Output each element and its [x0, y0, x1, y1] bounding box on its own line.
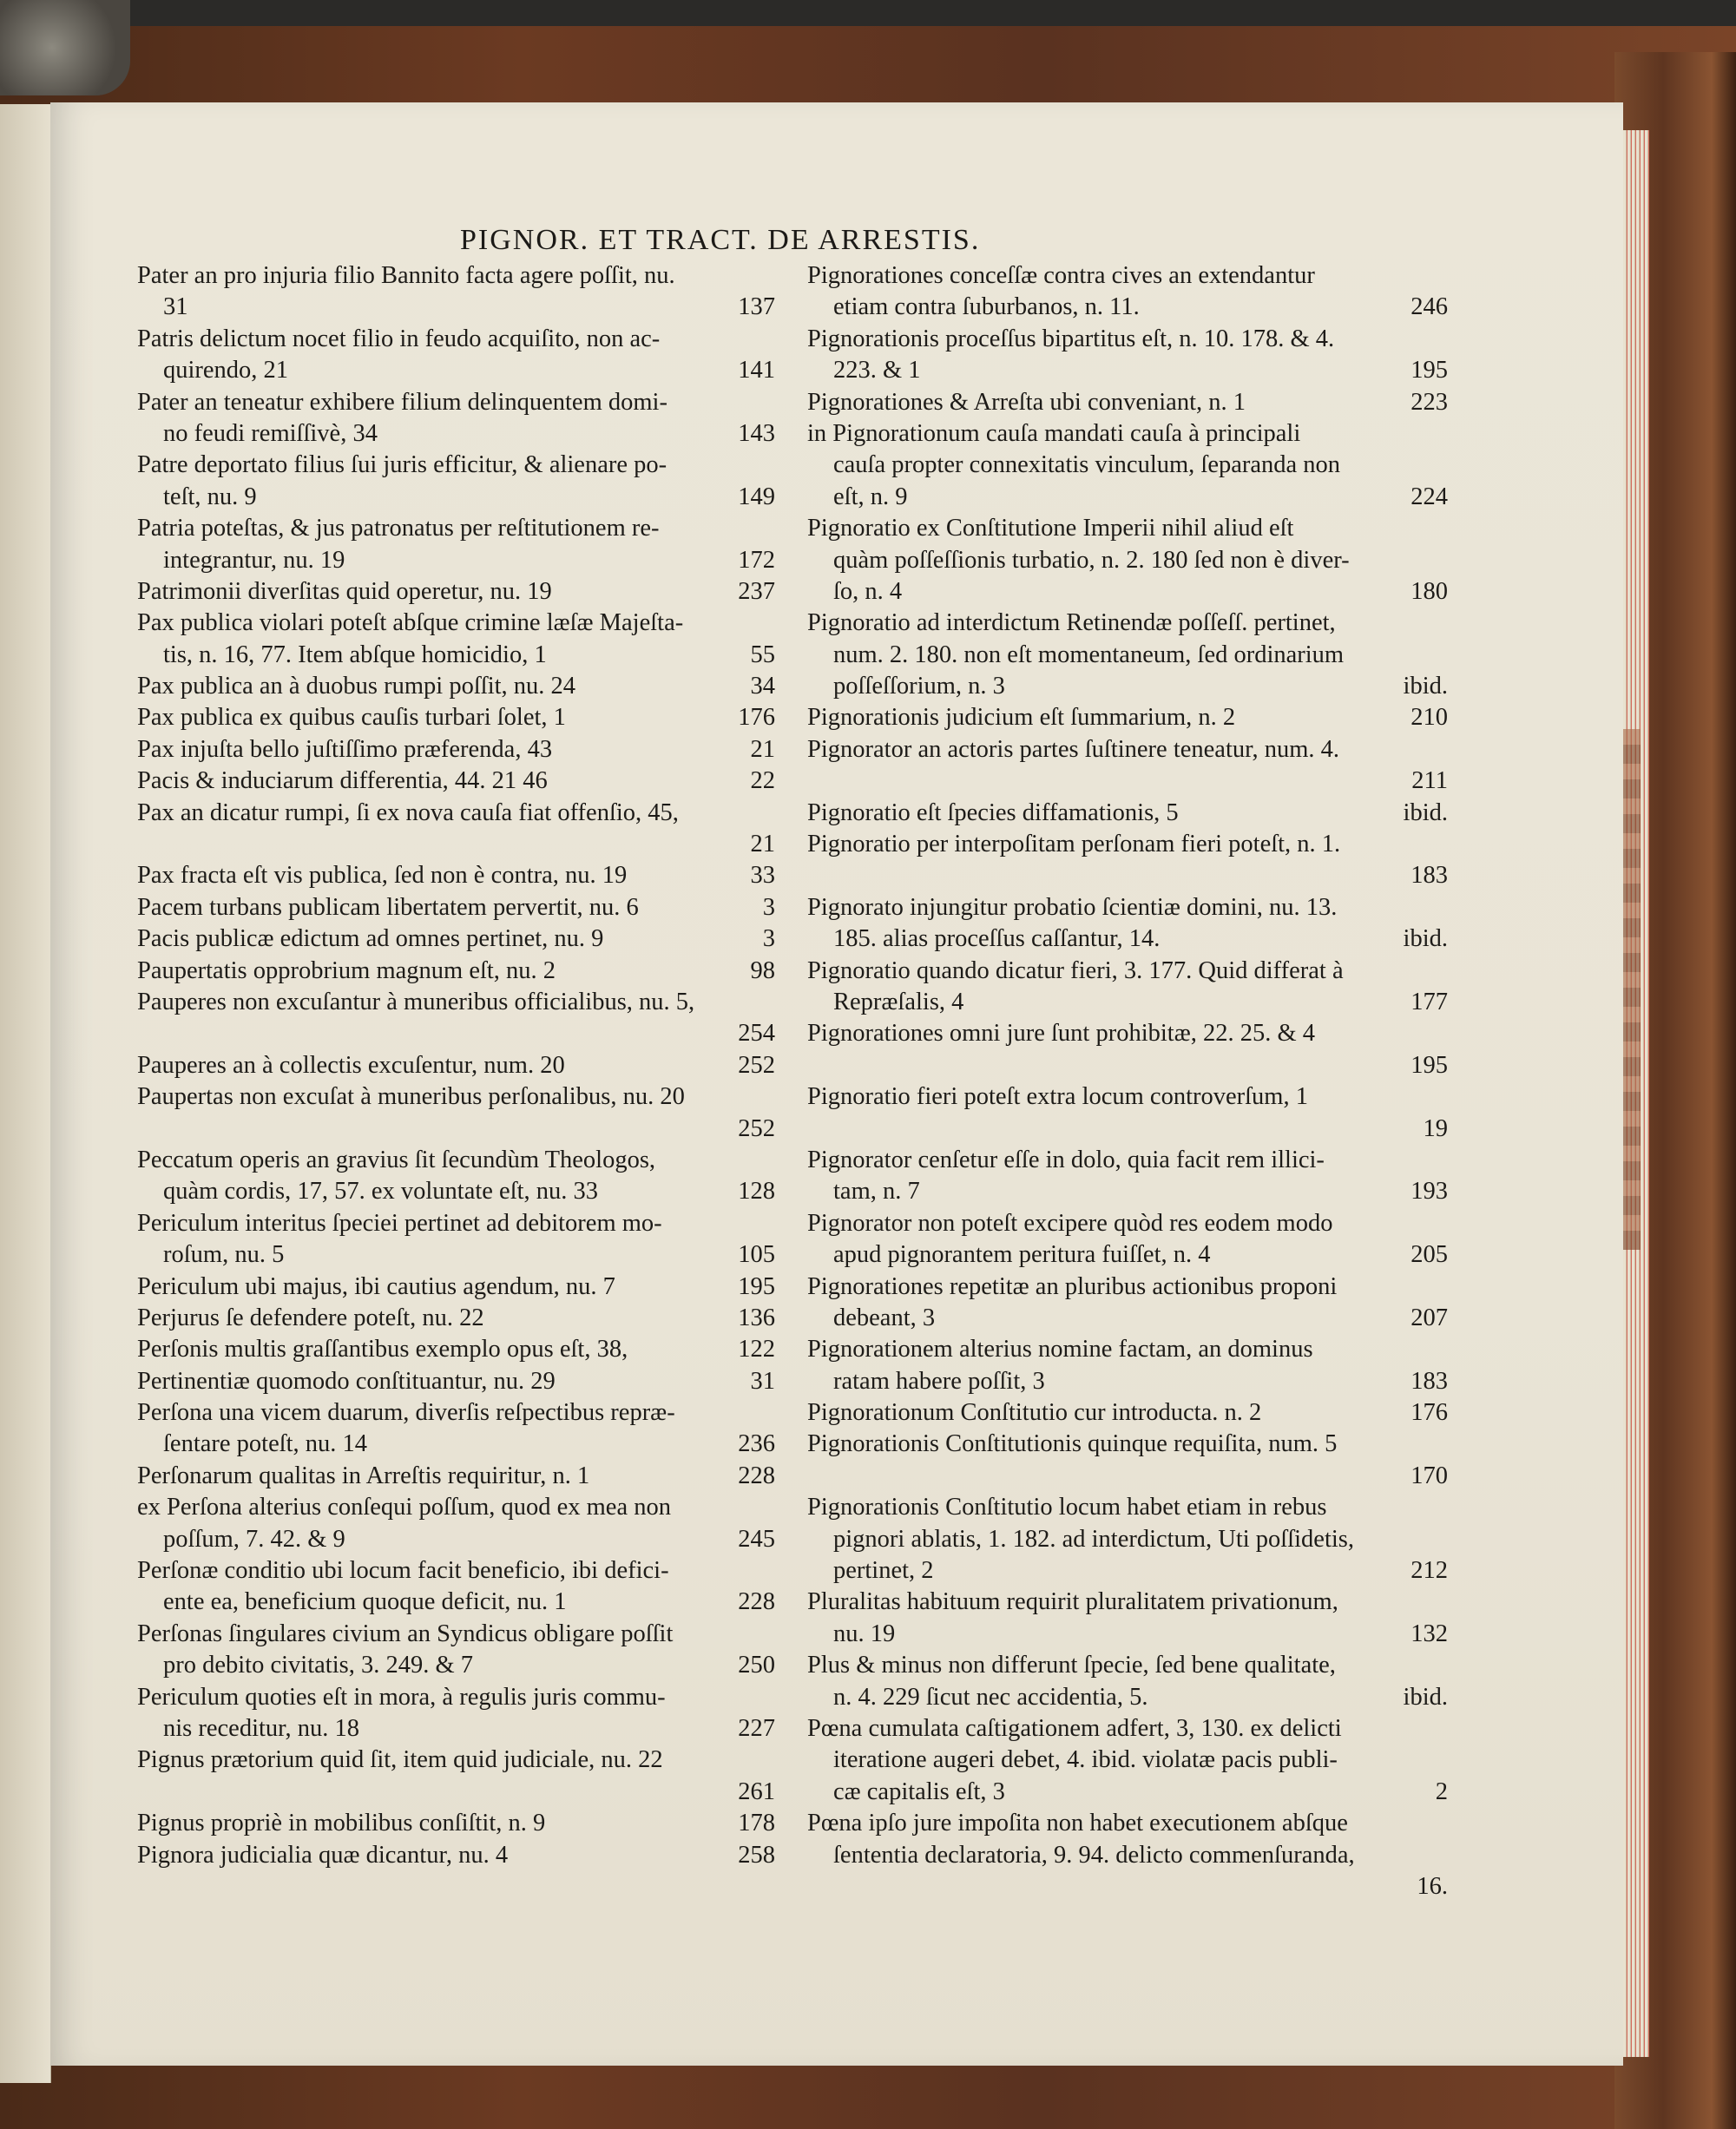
index-entry: [807, 798, 1448, 829]
index-entry-text: Pater an pro injuria filio Bannito facta agere poſſit, nu.: [137, 262, 675, 289]
index-entry-text: Pater an teneatur exhibere filium delinquentem domi-: [137, 388, 667, 416]
right-index-column: [807, 260, 1448, 1902]
index-entry-continuation: ente ea, beneficium quoque deficit, nu. 1: [163, 1588, 567, 1616]
index-entry: [137, 1492, 775, 1555]
index-entry-continuation: 223. & 1: [833, 357, 921, 384]
index-entry: [807, 1208, 1448, 1271]
page-number: 31: [750, 1367, 775, 1395]
index-entry: [807, 892, 1448, 956]
page-number: 172: [738, 546, 775, 574]
index-entry: [137, 513, 775, 576]
index-entry: [807, 324, 1448, 387]
index-entry: [137, 1145, 775, 1208]
page-number: 176: [1410, 1399, 1448, 1427]
index-entry-text: Periculum interitus ſpeciei pertinet ad debitorem mo-: [137, 1209, 662, 1237]
page-number: 149: [738, 483, 775, 510]
index-entry-text: Pignus prætorium quid ſit, item quid judiciale, nu. 22: [137, 1746, 663, 1774]
index-entry: [137, 956, 775, 987]
index-entry-text: Pignus propriè in mobilibus conſiſtit, n. 9: [137, 1810, 546, 1837]
index-entry-continuation: quàm poſſeſſionis turbatio, n. 2. 180 ſed non è diver-: [833, 546, 1350, 574]
index-entry-text: Pœna ipſo jure impoſita non habet executionem abſque: [807, 1810, 1348, 1837]
index-entry-continuation: quirendo, 21: [163, 357, 289, 384]
index-entry-text: Patrimonii diverſitas quid operetur, nu. 19: [137, 577, 552, 605]
page-number: 105: [738, 1241, 775, 1269]
index-entry-text: Pignorationis proceſſus bipartitus eſt, n. 10. 178. & 4.: [807, 325, 1335, 352]
page-number: 261: [738, 1777, 775, 1805]
index-entry-text: Pax publica violari poteſt abſque crimine læſæ Majeſta-: [137, 609, 684, 637]
index-entry: [137, 860, 775, 891]
page-number: 128: [738, 1178, 775, 1206]
index-entry-text: Pignoratio ad interdictum Retinendæ poſſeſſ. pertinet,: [807, 609, 1336, 637]
page-number: 178: [738, 1810, 775, 1837]
page-number: 250: [738, 1652, 775, 1679]
page-number: 177: [1410, 988, 1448, 1015]
index-entry-continuation: nu. 19: [833, 1620, 896, 1647]
index-entry: [137, 324, 775, 387]
page-number: ibid.: [1403, 1683, 1448, 1711]
page-number: 245: [738, 1525, 775, 1553]
index-entry-continuation: quàm cordis, 17, 57. ex voluntate eſt, nu. 33: [163, 1178, 599, 1206]
index-entry: [807, 734, 1448, 798]
index-entry: [807, 1081, 1448, 1145]
index-entry: [137, 1840, 775, 1871]
index-entry-text: Pacis & induciarum differentia, 44. 21 46: [137, 767, 548, 795]
index-entry-text: Plus & minus non differunt ſpecie, ſed bene qualitate,: [807, 1652, 1336, 1679]
page-number: 228: [738, 1588, 775, 1616]
index-entry: [137, 923, 775, 955]
index-entry-text: Paupertatis opprobrium magnum eſt, nu. 2: [137, 956, 556, 984]
index-entry: [807, 1492, 1448, 1587]
book-clasp: [0, 0, 130, 95]
index-entry: [807, 1587, 1448, 1650]
page-number: 22: [750, 767, 775, 795]
index-entry: [137, 260, 775, 324]
index-entry-text: Paupertas non excuſat à muneribus perſonalibus, nu. 20: [137, 1083, 685, 1111]
index-entry: [137, 1303, 775, 1334]
index-entry: [137, 1808, 775, 1839]
index-entry: [807, 702, 1448, 733]
index-entry: [137, 1081, 775, 1145]
index-entry: [137, 1271, 775, 1303]
index-entry: [807, 1713, 1448, 1808]
page-number: 34: [750, 673, 775, 700]
index-entry-text: Pignorator cenſetur eſſe in dolo, quia facit rem illici-: [807, 1146, 1325, 1173]
index-entry-text: Perjurus ſe defendere poteſt, nu. 22: [137, 1304, 484, 1331]
page-number: 207: [1410, 1304, 1448, 1331]
page-header: PIGNOR. ET TRACT. DE ARRESTIS.: [460, 224, 981, 256]
page-number: 136: [738, 1304, 775, 1331]
page-number: 141: [738, 357, 775, 384]
page-number: 98: [750, 956, 775, 984]
page-number: 19: [1423, 1114, 1448, 1142]
index-entry-text: Pignorationis Conſtitutionis quinque requiſita, num. 5: [807, 1430, 1338, 1458]
index-entry: [137, 608, 775, 671]
index-entry: [137, 1208, 775, 1271]
index-entry: [807, 418, 1448, 513]
index-entry: [807, 1145, 1448, 1208]
index-entry-text: Peccatum operis an gravius ſit ſecundùm Theologos,: [137, 1146, 656, 1173]
index-entry-text: in Pignorationum cauſa mandati cauſa à principali: [807, 419, 1301, 447]
index-entry-text: Periculum ubi majus, ibi cautius agendum, nu. 7: [137, 1272, 615, 1300]
index-entry-text: Pignorationis Conſtitutio locum habet etiam in rebus: [807, 1494, 1327, 1521]
index-entry-continuation: pignori ablatis, 1. 182. ad interdictum, Uti poſſidetis,: [833, 1525, 1355, 1553]
index-entry-text: ex Perſona alterius conſequi poſſum, quod ex mea non: [137, 1494, 671, 1521]
index-entry-continuation: tam, n. 7: [833, 1178, 920, 1206]
page-number: 224: [1410, 483, 1448, 510]
index-entry-text: Perſonas ſingulares civium an Syndicus obligare poſſit: [137, 1620, 674, 1647]
page-number: 176: [738, 704, 775, 732]
index-entry-text: Perſonarum qualitas in Arreſtis requiritur, n. 1: [137, 1462, 590, 1489]
index-entry-text: Pignorationes & Arreſta ubi conveniant, n. 1: [807, 388, 1246, 416]
page-number: 3: [762, 893, 775, 921]
index-entry-text: Pignora judicialia quæ dicantur, nu. 4: [137, 1841, 509, 1869]
page-number: 195: [1410, 1051, 1448, 1079]
index-entry-text: Perſonis multis graſſantibus exemplo opus eſt, 38,: [137, 1336, 628, 1363]
index-entry-continuation: num. 2. 180. non eſt momentaneum, ſed ordinarium: [833, 641, 1345, 668]
index-entry-continuation: ratam habere poſſit, 3: [833, 1367, 1045, 1395]
index-entry-continuation: apud pignorantem peritura fuiſſet, n. 4: [833, 1241, 1211, 1269]
index-entry: [137, 387, 775, 450]
page-number: 237: [738, 577, 775, 605]
page-number: 183: [1410, 1367, 1448, 1395]
index-entry: [807, 513, 1448, 608]
index-entry-text: Pignoratio ex Conſtitutione Imperii nihil aliud eſt: [807, 515, 1294, 542]
page-number: 193: [1410, 1178, 1448, 1206]
page-number: 122: [738, 1336, 775, 1363]
page-number: 223: [1410, 388, 1448, 416]
page-number: 246: [1410, 293, 1448, 321]
page-number: 254: [738, 1020, 775, 1048]
facing-page-edge: [0, 104, 51, 2083]
index-entry: [807, 1271, 1448, 1335]
index-entry-continuation: no feudi remiſſivè, 34: [163, 419, 378, 447]
index-entry-text: Pignorato injungitur probatio ſcientiæ domini, nu. 13.: [807, 893, 1338, 921]
index-entry: [807, 1334, 1448, 1397]
index-entry-text: Pacem turbans publicam libertatem pervertit, nu. 6: [137, 893, 639, 921]
index-entry-continuation: debeant, 3: [833, 1304, 936, 1331]
index-entry-continuation: pertinet, 2: [833, 1557, 934, 1585]
page-number: 55: [750, 641, 775, 668]
index-entry: [137, 1397, 775, 1461]
page-number: 195: [738, 1272, 775, 1300]
index-entry-text: Pignoratio eſt ſpecies diffamationis, 5: [807, 798, 1179, 826]
index-entry: [137, 1619, 775, 1682]
page-number: 21: [750, 831, 775, 858]
index-entry-continuation: cæ capitalis eſt, 3: [833, 1777, 1005, 1805]
page-number: 132: [1410, 1620, 1448, 1647]
page-number: 137: [738, 293, 775, 321]
index-entry-text: Pax injuſta bello juſtiſſimo præferenda, 43: [137, 735, 553, 763]
index-entry: [137, 892, 775, 923]
index-entry-text: Pacis publicæ edictum ad omnes pertinet, nu. 9: [137, 925, 604, 953]
page-number: 212: [1410, 1557, 1448, 1585]
index-entry-text: Pignorationes omni jure ſunt prohibitæ, 22. 25. & 4: [807, 1020, 1316, 1048]
index-entry: [137, 1366, 775, 1397]
index-entry-continuation: 185. alias proceſſus caſſantur, 14.: [833, 925, 1161, 953]
index-entry-text: Patris delictum nocet filio in feudo acquiſito, non ac-: [137, 325, 661, 352]
page-number: 180: [1410, 577, 1448, 605]
left-index-column: [137, 260, 775, 1871]
page-number: 228: [738, 1462, 775, 1489]
index-entry: [807, 260, 1448, 324]
index-entry-continuation: teſt, nu. 9: [163, 483, 257, 510]
page-number: ibid.: [1403, 673, 1448, 700]
index-entry-text: Pax an dicatur rumpi, ſi ex nova cauſa fiat offenſio, 45,: [137, 798, 679, 826]
index-entry: [137, 1334, 775, 1365]
index-entry-text: Patria poteſtas, & jus patronatus per reſtitutionem re-: [137, 515, 660, 542]
index-entry-text: Pax fracta eſt vis publica, ſed non è contra, nu. 19: [137, 862, 628, 890]
index-entry-text: Patre deportato filius ſui juris efficitur, & alienare po-: [137, 451, 667, 479]
page-number: 2: [1435, 1777, 1448, 1805]
index-entry: [807, 1018, 1448, 1081]
index-entry: [807, 608, 1448, 702]
index-entry-text: Perſona una vicem duarum, diverſis reſpectibus repræ-: [137, 1399, 675, 1427]
index-entry-continuation: eſt, n. 9: [833, 483, 908, 510]
page-number: 236: [738, 1430, 775, 1458]
index-entry-text: Pœna cumulata caſtigationem adfert, 3, 130. ex delicti: [807, 1714, 1342, 1742]
index-entry: [137, 1745, 775, 1808]
index-entry-text: Pignorationes conceſſæ contra cives an extendantur: [807, 262, 1315, 289]
index-entry-continuation: n. 4. 229 ſicut nec accidentia, 5.: [833, 1683, 1148, 1711]
index-entry-text: Pignorationem alterius nomine factam, an dominus: [807, 1336, 1313, 1363]
page-number: 252: [738, 1051, 775, 1079]
page-number: 33: [750, 862, 775, 890]
index-entry: [137, 702, 775, 733]
index-entry-text: Pauperes an à collectis excuſentur, num. 20: [137, 1051, 565, 1079]
index-entry-text: Pertinentiæ quomodo conſtituantur, nu. 29: [137, 1367, 556, 1395]
page-number: 3: [762, 925, 775, 953]
index-entry: [137, 766, 775, 797]
page-number: 258: [738, 1841, 775, 1869]
index-entry-text: Pignorator an actoris partes ſuſtinere teneatur, num. 4.: [807, 735, 1340, 763]
index-entry-text: Pignoratio quando dicatur fieri, 3. 177. Quid differat à: [807, 956, 1344, 984]
page-number: 227: [738, 1714, 775, 1742]
index-entry: [807, 1397, 1448, 1429]
page-number: 183: [1410, 862, 1448, 890]
index-entry-continuation: iteratione augeri debet, 4. ibid. violatæ pacis publi-: [833, 1746, 1338, 1774]
index-entry: [137, 671, 775, 702]
index-entry: [137, 450, 775, 513]
index-entry-continuation: Repræſalis, 4: [833, 988, 964, 1015]
index-entry-continuation: ſententia declaratoria, 9. 94. delicto commenſuranda,: [833, 1841, 1355, 1869]
index-entry-continuation: integrantur, nu. 19: [163, 546, 345, 574]
index-entry-continuation: pro debito civitatis, 3. 249. & 7: [163, 1652, 474, 1679]
index-entry-text: Pax publica an à duobus rumpi poſſit, nu. 24: [137, 673, 576, 700]
index-entry-continuation: roſum, nu. 5: [163, 1241, 285, 1269]
index-entry: [137, 1555, 775, 1619]
index-entry-text: Pignoratio per interpoſitam perſonam fieri poteſt, n. 1.: [807, 831, 1341, 858]
index-entry-text: Pignorationis judicium eſt ſummarium, n. 2: [807, 704, 1236, 732]
index-entry: [807, 956, 1448, 1019]
index-entry-text: Pignoratio fieri poteſt extra locum controverſum, 1: [807, 1083, 1308, 1111]
index-entry: [137, 987, 775, 1050]
index-entry: [137, 734, 775, 766]
index-entry-text: Pignorationum Conſtitutio cur introducta. n. 2: [807, 1399, 1262, 1427]
page-number: 211: [1411, 767, 1448, 795]
page-number: 143: [738, 419, 775, 447]
index-entry: [807, 387, 1448, 418]
index-entry-continuation: 31: [163, 293, 188, 321]
index-entry-continuation: tis, n. 16, 77. Item abſque homicidio, 1: [163, 641, 547, 668]
index-entry-continuation: poſſeſſorium, n. 3: [833, 673, 1005, 700]
page-number: ibid.: [1403, 925, 1448, 953]
page-number: 16.: [1417, 1872, 1448, 1900]
page-number: 170: [1410, 1462, 1448, 1489]
page-number: 195: [1410, 357, 1448, 384]
index-entry-continuation: ſentare poteſt, nu. 14: [163, 1430, 368, 1458]
index-entry: [137, 1461, 775, 1492]
index-entry: [807, 829, 1448, 892]
index-entry-text: Periculum quoties eſt in mora, à regulis juris commu-: [137, 1683, 666, 1711]
index-entry-text: Pax publica ex quibus cauſis turbari ſolet, 1: [137, 704, 566, 732]
index-entry: [137, 1682, 775, 1745]
index-entry-text: Pauperes non excuſantur à muneribus officialibus, nu. 5,: [137, 988, 695, 1015]
index-entry-continuation: ſo, n. 4: [833, 577, 903, 605]
page-number: ibid.: [1403, 798, 1448, 826]
index-entry: [137, 1050, 775, 1081]
index-entry: [807, 1808, 1448, 1902]
page-number: 21: [750, 735, 775, 763]
index-entry-continuation: cauſa propter connexitatis vinculum, ſeparanda non: [833, 451, 1341, 479]
index-entry-text: Pignorationes repetitæ an pluribus actionibus proponi: [807, 1272, 1338, 1300]
page-number: 210: [1410, 704, 1448, 732]
index-entry-text: Perſonæ conditio ubi locum facit beneficio, ibi defici-: [137, 1557, 669, 1585]
index-entry: [807, 1650, 1448, 1713]
index-entry: [807, 1429, 1448, 1492]
index-entry-continuation: etiam contra ſuburbanos, n. 11.: [833, 293, 1140, 321]
index-entry: [137, 798, 775, 861]
index-entry-continuation: poſſum, 7. 42. & 9: [163, 1525, 345, 1553]
page-number: 252: [738, 1114, 775, 1142]
index-entry-continuation: nis receditur, nu. 18: [163, 1714, 360, 1742]
index-entry-text: Pignorator non poteſt excipere quòd res eodem modo: [807, 1209, 1333, 1237]
page-number: 205: [1410, 1241, 1448, 1269]
index-entry: [137, 576, 775, 608]
index-entry-text: Pluralitas habituum requirit pluralitatem privationum,: [807, 1588, 1338, 1616]
